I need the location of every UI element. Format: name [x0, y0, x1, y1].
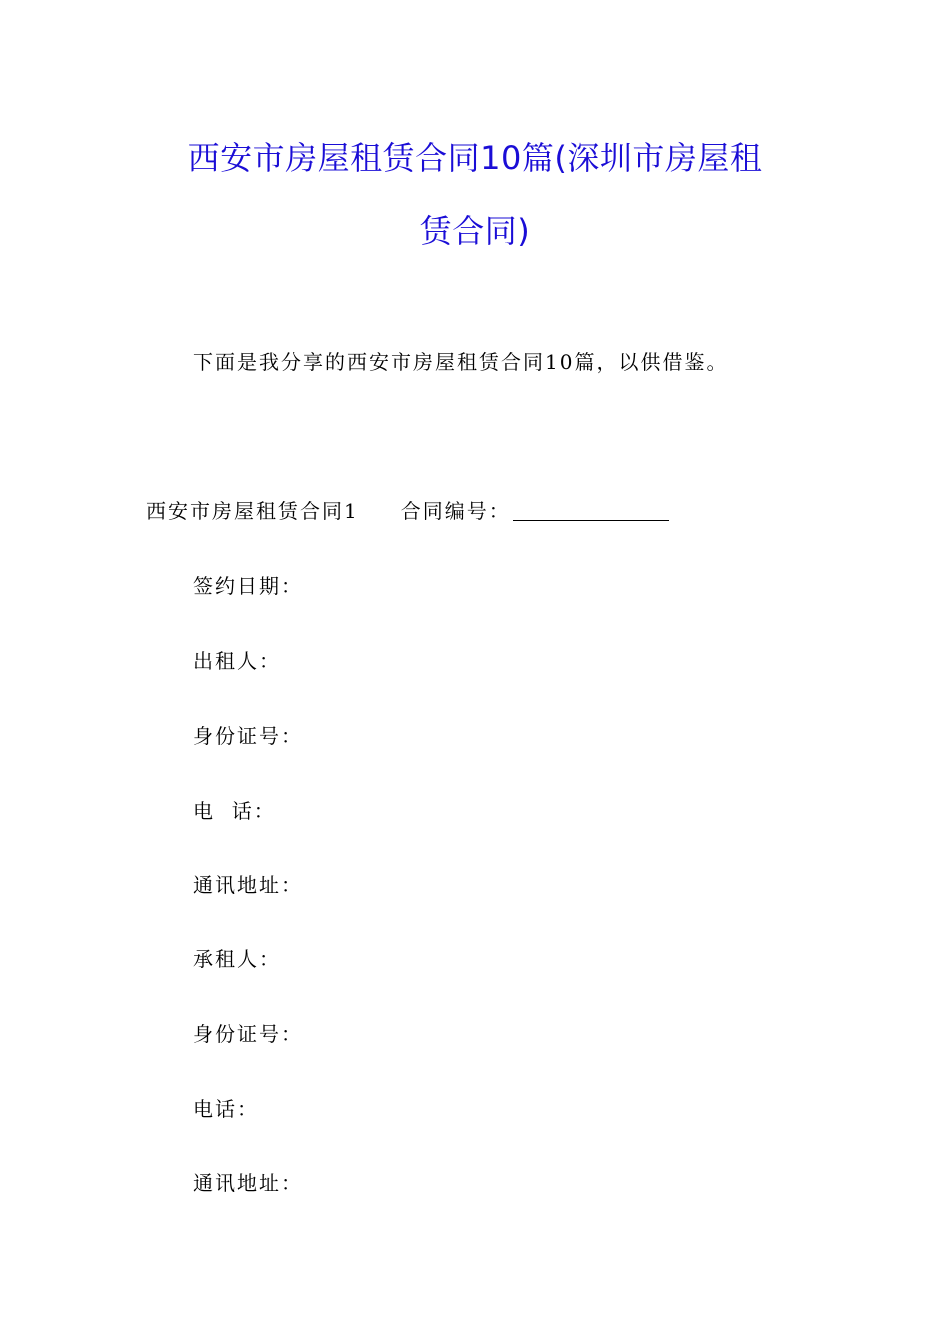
- contract-heading-row: [146, 495, 669, 524]
- contract-heading: 西安市房屋租赁合同1: [146, 499, 359, 523]
- document-title-line-1: 西安市房屋租赁合同10篇(深圳市房屋租: [187, 139, 763, 177]
- field-lessor: 出租人：: [193, 649, 281, 673]
- field-lessee-address: 通讯地址：: [193, 1171, 303, 1195]
- contract-number-label: 合同编号：: [400, 499, 511, 523]
- field-lessor-address: 通讯地址：: [193, 873, 303, 897]
- field-signing-date: 签约日期：: [193, 574, 303, 598]
- field-lessor-phone: 电 话：: [193, 799, 276, 823]
- field-lessor-id-number: 身份证号：: [193, 724, 303, 748]
- intro-paragraph: 下面是我分享的西安市房屋租赁合同10篇，以供借鉴。: [193, 350, 729, 374]
- field-lessee: 承租人：: [193, 947, 281, 971]
- contract-number-blank: [513, 500, 669, 521]
- field-lessee-id-number: 身份证号：: [193, 1022, 303, 1046]
- document-title-line-2: 赁合同): [419, 212, 531, 250]
- field-lessee-phone: 电话：: [193, 1097, 259, 1121]
